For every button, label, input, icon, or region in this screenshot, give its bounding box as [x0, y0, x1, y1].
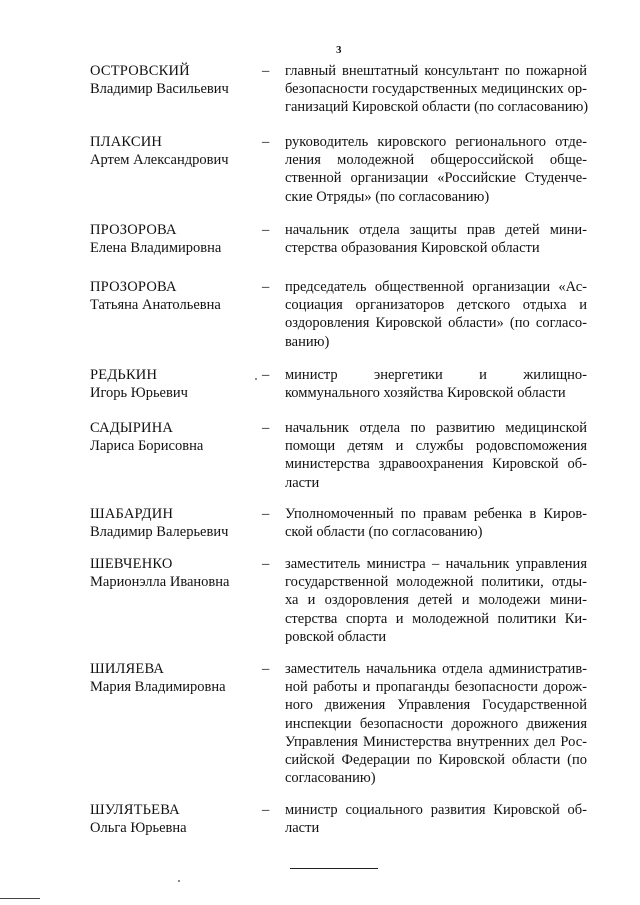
position-line: ласти — [285, 474, 320, 491]
position-line: заместитель министра – начальник управления — [285, 556, 587, 572]
dash-separator: – — [262, 420, 270, 436]
member-surname: ПРОЗОРОВА — [90, 222, 177, 238]
member-position — [285, 278, 587, 351]
position-line: стерства образования Кировской области — [285, 240, 540, 257]
member-surname: ШЕВЧЕНКО — [90, 556, 173, 572]
member-position — [285, 801, 587, 837]
position-line: Управления Министерства внутренних дел Рос- — [285, 733, 587, 750]
position-line: ной работы и пропаганды безопасности дорож- — [285, 679, 587, 696]
member-name — [90, 660, 260, 696]
member-name — [90, 801, 260, 837]
member-surname: ШАБАРДИН — [90, 506, 174, 522]
dash-separator: – — [262, 63, 270, 79]
member-given-name: Игорь Юрьевич — [90, 385, 188, 401]
scan-speck — [255, 378, 257, 380]
position-line: помощи детям и службы родовспоможения — [285, 438, 587, 455]
position-line: руководитель кировского регионального отде- — [285, 134, 587, 150]
scan-mark — [0, 898, 40, 899]
member-surname: ШУЛЯТЬЕВА — [90, 802, 180, 818]
member-name — [90, 555, 260, 591]
position-line: министр энергетики и жилищно- — [285, 367, 587, 383]
member-position — [285, 419, 587, 492]
position-line: ванию) — [285, 333, 330, 350]
dash-separator: – — [262, 556, 270, 572]
member-given-name: Мария Владимировна — [90, 679, 226, 695]
position-line: ровской области — [285, 628, 387, 645]
member-name — [90, 221, 260, 257]
scan-speck — [178, 880, 180, 882]
position-line: председатель общественной организации «Ас- — [285, 279, 587, 295]
position-line: стерства спорта и молодежной политики Ки- — [285, 610, 587, 627]
page-number: 3 — [336, 44, 342, 56]
position-line: министр социального развития Кировской об- — [285, 802, 587, 818]
position-line: главный внештатный консультант по пожарной — [285, 63, 587, 79]
dash-separator: – — [262, 279, 270, 295]
position-line: безопасности государственных медицинских ор- — [285, 81, 587, 98]
position-line: ской области (по согласованию) — [285, 524, 483, 541]
position-line: оздоровления Кировской области» (по согласо- — [285, 315, 587, 332]
closing-rule — [290, 868, 378, 869]
member-position — [285, 62, 587, 117]
dash-separator: – — [262, 661, 270, 677]
member-surname: ПРОЗОРОВА — [90, 279, 177, 295]
member-position — [285, 555, 587, 646]
member-given-name: Ольга Юрьевна — [90, 820, 187, 836]
member-given-name: Татьяна Анатольевна — [90, 297, 221, 313]
member-given-name: Лариса Борисовна — [90, 438, 204, 454]
position-line: инспекции безопасности дорожного движения — [285, 715, 587, 732]
dash-separator: – — [262, 506, 270, 522]
dash-separator: – — [262, 802, 270, 818]
member-position — [285, 366, 587, 402]
member-given-name: Артем Александрович — [90, 152, 229, 168]
member-name — [90, 133, 260, 169]
member-surname: РЕДЬКИН — [90, 367, 158, 383]
member-name — [90, 62, 260, 98]
position-line: ственной организации «Российские Студенче- — [285, 170, 587, 187]
member-position — [285, 221, 587, 257]
position-line: ласти — [285, 820, 320, 837]
dash-separator: – — [262, 367, 270, 383]
member-position — [285, 505, 587, 541]
member-given-name: Елена Владимировна — [90, 240, 222, 256]
position-line: сийской Федерации по Кировской области (по — [285, 752, 587, 769]
member-position — [285, 660, 587, 787]
position-line: согласованию) — [285, 770, 376, 787]
position-line: ления молодежной общероссийской обще- — [285, 152, 587, 169]
position-line: ха и оздоровления детей и молодежи мини- — [285, 592, 587, 609]
position-line: начальник отдела по развитию медицинской — [285, 420, 587, 436]
member-given-name: Владимир Васильевич — [90, 81, 229, 97]
dash-separator: – — [262, 222, 270, 238]
member-name — [90, 366, 260, 402]
position-line: министерства здравоохранения Кировской об- — [285, 456, 587, 473]
member-surname: ОСТРОВСКИЙ — [90, 63, 190, 79]
position-line: Уполномоченный по правам ребенка в Киров- — [285, 506, 587, 522]
position-line: ганизаций Кировской области (по согласованию) — [285, 99, 589, 116]
member-surname: САДЫРИНА — [90, 420, 174, 436]
position-line: начальник отдела защиты прав детей мини- — [285, 222, 587, 238]
member-name — [90, 419, 260, 455]
member-surname: ПЛАКСИН — [90, 134, 163, 150]
position-line: социация организаторов детского отдыха и — [285, 297, 587, 314]
position-line: коммунального хозяйства Кировской области — [285, 385, 566, 402]
member-surname: ШИЛЯЕВА — [90, 661, 165, 677]
position-line: государственной молодежной политики, отды- — [285, 574, 587, 591]
member-given-name: Владимир Валерьевич — [90, 524, 229, 540]
member-name — [90, 505, 260, 541]
member-given-name: Марионэлла Ивановна — [90, 574, 230, 590]
dash-separator: – — [262, 134, 270, 150]
position-line: ного движения Управления Государственной — [285, 697, 587, 714]
member-position — [285, 133, 587, 206]
member-name — [90, 278, 260, 314]
position-line: заместитель начальника отдела административ- — [285, 661, 587, 677]
position-line: ские Отряды» (по согласованию) — [285, 188, 490, 205]
